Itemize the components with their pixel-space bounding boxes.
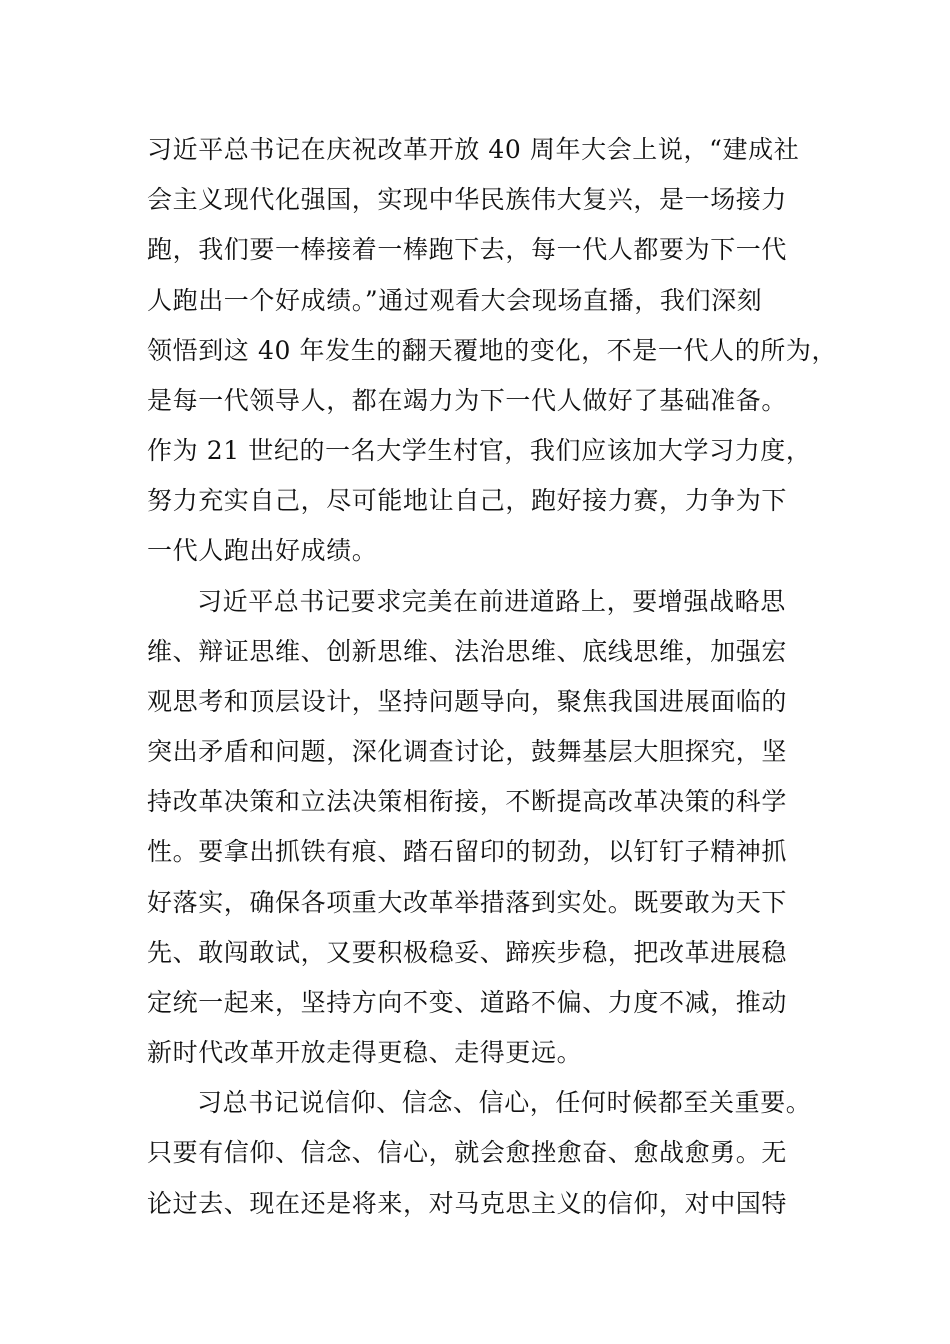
text-line: 只要有信仰、信念、信心，就会愈挫愈奋、愈战愈勇。无: [147, 1138, 788, 1167]
text-line: 好落实，确保各项重大改革举措落到实处。既要敢为天下: [147, 888, 788, 917]
text-line: 论过去、现在还是将来，对马克思主义的信仰，对中国特: [147, 1189, 788, 1218]
text-line: 领悟到这 40 年发生的翻天覆地的变化，不是一代人的所为，: [147, 336, 838, 365]
text-line: 会主义现代化强国，实现中华民族伟大复兴，是一场接力: [147, 185, 788, 214]
text-line: 定统一起来，坚持方向不变、道路不偏、力度不减，推动: [147, 988, 788, 1017]
paragraph-first-line: 习总书记说信仰、信念、信心，任何时候都至关重要。: [197, 1088, 812, 1117]
text-line: 持改革决策和立法决策相衔接，不断提高改革决策的科学: [147, 787, 788, 816]
text-line: 突出矛盾和问题，深化调查讨论，鼓舞基层大胆探究，坚: [147, 737, 788, 766]
text-line: 先、敢闯敢试，又要积极稳妥、蹄疾步稳，把改革进展稳: [147, 938, 788, 967]
text-line: 作为 21 世纪的一名大学生村官，我们应该加大学习力度，: [147, 436, 812, 465]
text-line: 人跑出一个好成绩。”通过观看大会现场直播，我们深刻: [147, 286, 763, 315]
text-line: 新时代改革开放走得更稳、走得更远。: [147, 1038, 583, 1067]
text-line: 是每一代领导人，都在竭力为下一代人做好了基础准备。: [147, 386, 788, 415]
text-line: 一代人跑出好成绩。: [147, 536, 378, 565]
text-line: 维、辩证思维、创新思维、法治思维、底线思维，加强宏: [147, 637, 788, 666]
text-line: 跑，我们要一棒接着一棒跑下去，每一代人都要为下一代: [147, 235, 788, 264]
paragraph-first-line: 习近平总书记要求完美在前进道路上，要增强战略思: [197, 587, 786, 616]
text-line: 习近平总书记在庆祝改革开放 40 周年大会上说，“建成社: [147, 135, 800, 164]
text-line: 性。要拿出抓铁有痕、踏石留印的韧劲，以钉钉子精神抓: [147, 837, 788, 866]
text-line: 努力充实自己，尽可能地让自己，跑好接力赛，力争为下: [147, 486, 788, 515]
text-line: 观思考和顶层设计，坚持问题导向，聚焦我国进展面临的: [147, 687, 788, 716]
